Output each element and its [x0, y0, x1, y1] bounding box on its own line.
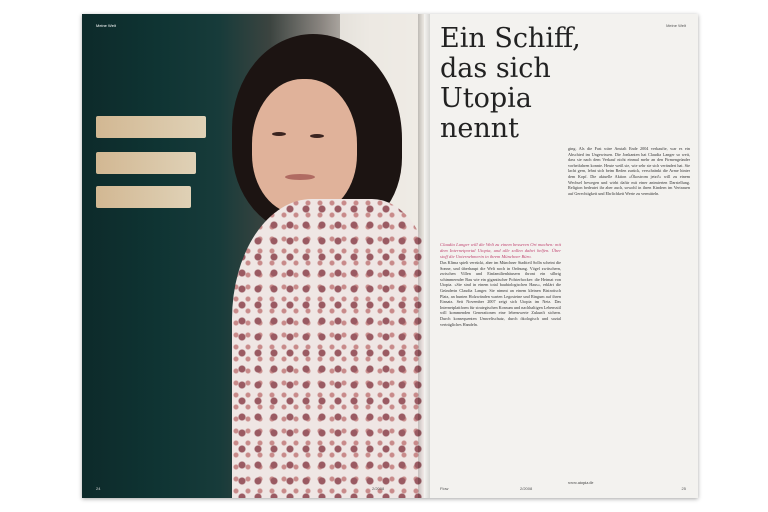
body-text: ging. Als die Fast wäre Anstalt Ende 2004 verkaufte, war es ein Abschied im Ungewissen. Die Jonkanten hat Claudia Langer so weit, dass sie nach dem Verkauf nicht einmal mehr an den Firmengründer vorbeifahren konnte. Heute weiß sie, wie sehr sie sich verändert hat. Sie lacht gern, lehnt sich beim Reden zurück, verschränkt die Arme hinter dem Kopf. Die aktuelle Aktion »Ökostrom jetzt!« will zu einem Wechsel bewegen und wirbt dafür mit einer animierten Darstellung. Religion bedeutet ihr aber auch, sowohl in ihren Kindern im Vertrauen auf Gerechtigkeit und Ehrlichkeit Werte zu vermitteln. — [568, 146, 690, 196]
headline-line: Utopia — [440, 83, 532, 114]
eye — [272, 132, 286, 136]
text-column-left — [440, 242, 561, 327]
lead-paragraph: Claudia Langer will die Welt zu einem besseren Ort machen: mit dem Internetportal Utopia, und alle sollen dabei helfen. Über stoff die Unternehmerin in ihrem Münchner Büro. — [440, 242, 561, 259]
patterned-shirt — [232, 199, 424, 498]
headline-line: nennt — [440, 113, 519, 144]
face — [252, 79, 357, 214]
light-stripe — [96, 152, 196, 174]
footer-label: Flow — [440, 486, 449, 491]
website-url: www.utopia.de — [568, 480, 594, 485]
page-number: 25 — [681, 486, 686, 491]
eye — [310, 134, 324, 138]
mouth — [285, 174, 315, 180]
article-page — [430, 14, 698, 498]
text-column-right — [568, 146, 690, 196]
headline — [440, 24, 620, 144]
portrait-photo — [82, 14, 424, 498]
page-number: 24 — [96, 486, 101, 491]
light-stripe — [96, 116, 206, 138]
light-stripe — [96, 186, 191, 208]
gutter-shadow — [418, 14, 430, 498]
headline-line: Ein Schiff, — [440, 23, 581, 54]
section-label: Meine Welt — [96, 23, 116, 28]
footer-date: 2/2008 — [520, 486, 533, 491]
section-label: Meine Welt — [666, 23, 686, 28]
headline-line: das sich — [440, 53, 551, 84]
body-text: Das Klima spielt verrückt, aber im Münchner Stadtteil Solln scheint die Sonne, und überhaupt die Welt noch in Ordnung. Vögel zwitschern, zwischen Villen und Einfamilienhäusern thront ein silbrig schimmernder Bau wie ein gigantischer Polsterhocker: die Heimat von Utopia. »Sie sind in einem total baubiologischen Haus«, erklärt die Gründerin Claudia Langer. Sie nimmt an einem kleinen Bistrotisch Platz, an bunten Holzwänden warten Legosteine und Ringum auf ihren Einsatz. Seit November 2007 zeigt sich Utopia im Netz. Das Internetplattform für strategischen Konsum und nachhaltigen Lebensstil will kommenden Generationen eine lebenswerte Zukunft sichern. Durch konsequenten Umweltschutz, durch ökologisch und sozial verträgliches Handeln. — [440, 260, 561, 327]
footer-date: 2/2008 — [372, 486, 385, 491]
magazine-spread — [82, 14, 698, 498]
